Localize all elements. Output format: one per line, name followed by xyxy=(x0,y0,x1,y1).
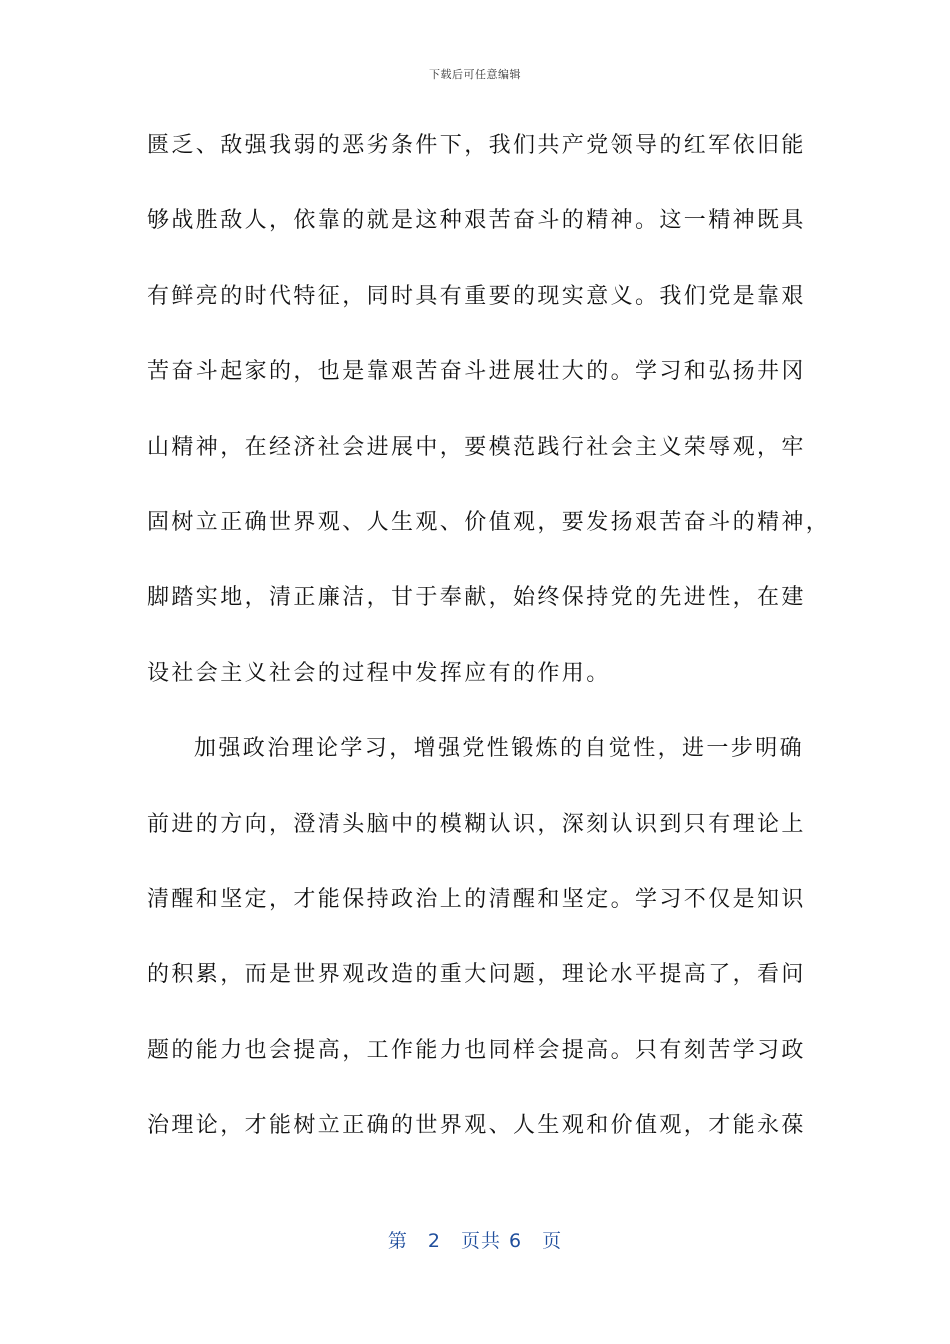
text-line: 的积累，而是世界观改造的重大问题，理论水平提高了，看问 xyxy=(147,962,806,988)
text-line: 题的能力也会提高，工作能力也同样会提高。只有刻苦学习政 xyxy=(147,1037,806,1063)
text-line: 脚踏实地，清正廉洁，甘于奉献，始终保持党的先进性，在建 xyxy=(147,585,806,611)
text-line: 加强政治理论学习，增强党性锻炼的自觉性，进一步明确 xyxy=(194,736,805,762)
footer-total-pages: 6 xyxy=(509,1230,523,1252)
footer-page-number: 2 xyxy=(427,1230,441,1252)
text-line: 够战胜敌人，依靠的就是这种艰苦奋斗的精神。这一精神既具 xyxy=(147,208,806,234)
document-body xyxy=(147,126,831,1181)
text-line: 固树立正确世界观、人生观、价值观，要发扬艰苦奋斗的精神， xyxy=(147,509,831,535)
text-line: 清醒和坚定，才能保持政治上的清醒和坚定。学习不仅是知识 xyxy=(147,886,806,912)
text-line: 山精神，在经济社会进展中，要模范践行社会主义荣辱观，牢 xyxy=(147,434,806,460)
text-line: 匮乏、敌强我弱的恶劣条件下，我们共产党领导的红军依旧能 xyxy=(147,133,806,158)
page-header: 下载后可任意编辑 xyxy=(429,68,521,81)
footer-prefix: 第 xyxy=(387,1230,408,1252)
text-line: 有鲜亮的时代特征，同时具有重要的现实意义。我们党是靠艰 xyxy=(147,283,806,309)
footer-middle: 页共 xyxy=(460,1230,501,1252)
page-footer xyxy=(0,1226,950,1253)
footer-suffix: 页 xyxy=(542,1230,563,1252)
text-line: 前进的方向，澄清头脑中的模糊认识，深刻认识到只有理论上 xyxy=(147,811,806,837)
text-line: 治理论，才能树立正确的世界观、人生观和价值观，才能永葆 xyxy=(147,1113,806,1139)
text-line: 苦奋斗起家的，也是靠艰苦奋斗进展壮大的。学习和弘扬井冈 xyxy=(147,359,806,385)
text-line: 设社会主义社会的过程中发挥应有的作用。 xyxy=(147,660,611,686)
